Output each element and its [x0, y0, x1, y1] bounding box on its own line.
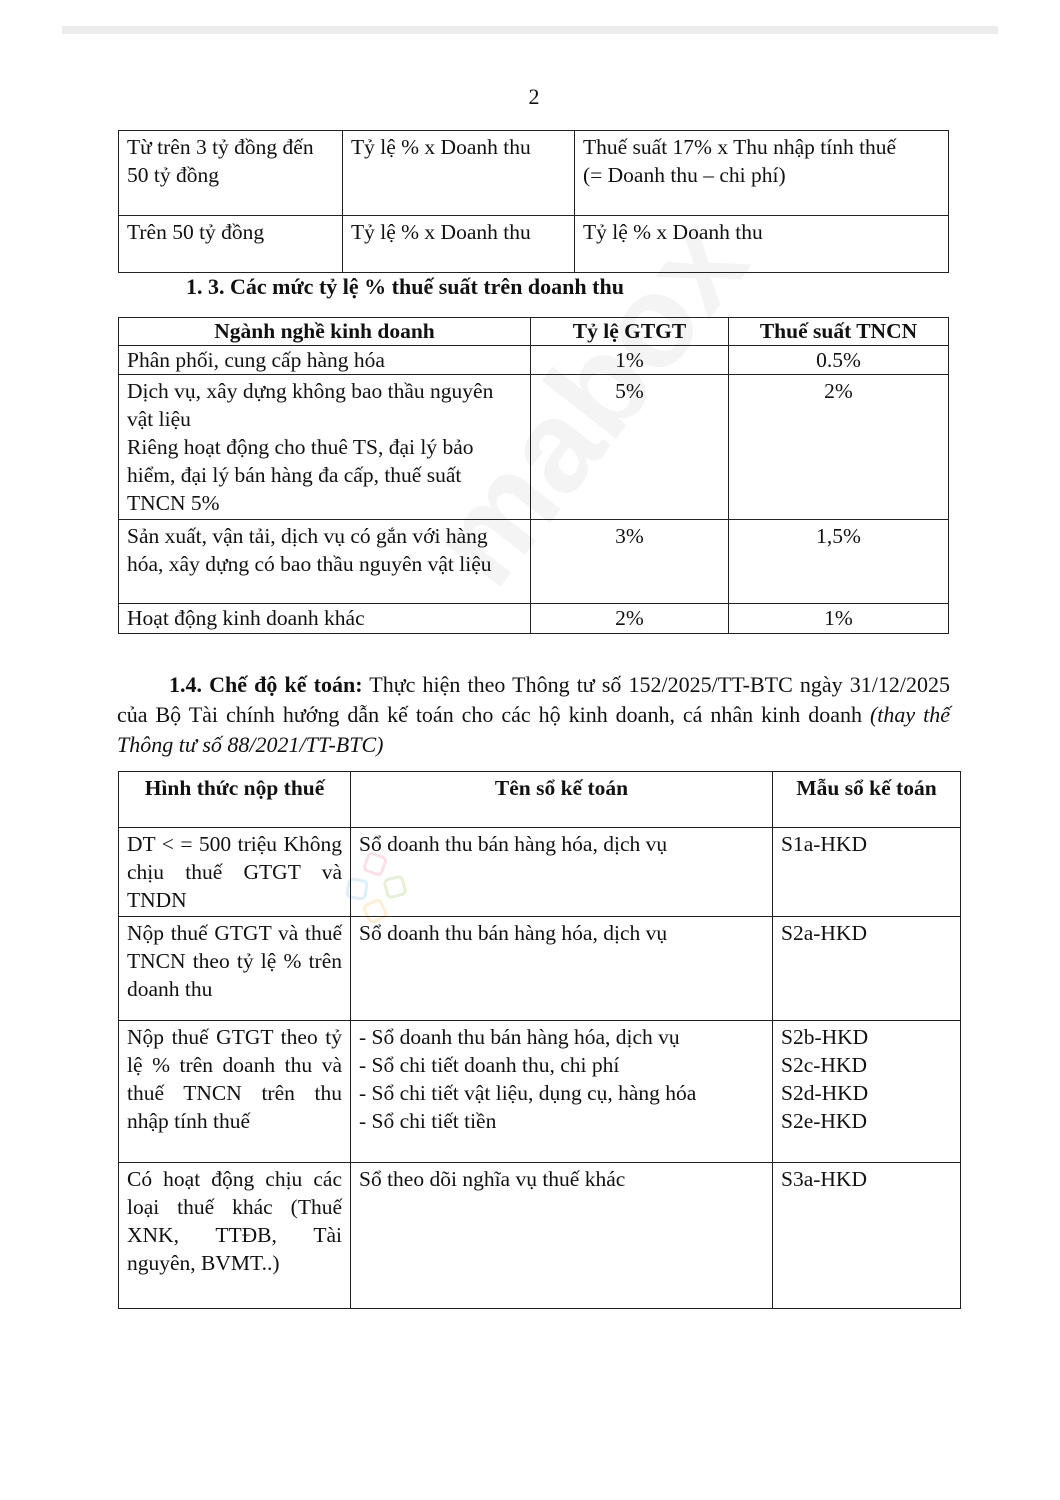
vat-method-cell: Tỷ lệ % x Doanh thu	[343, 216, 575, 273]
header-industry: Ngành nghề kinh doanh	[119, 318, 531, 346]
vat-method-cell: Tỷ lệ % x Doanh thu	[343, 131, 575, 216]
section-1-4-heading: 1.4. Chế độ kế toán:	[169, 672, 363, 697]
header-book-code: Mẫu sổ kế toán	[773, 772, 961, 828]
book-name-cell: Sổ doanh thu bán hàng hóa, dịch vụ	[351, 917, 773, 1021]
book-code-item: S2d-HKD	[781, 1081, 869, 1105]
tax-form-cell: DT < = 500 triệu Không chịu thuế GTGT và TNDN	[119, 828, 351, 917]
book-code-cell: S1a-HKD	[773, 828, 961, 917]
book-code-item: S2c-HKD	[781, 1053, 867, 1077]
section-1-4-note: (thay thế Thông tư số 88/2021/TT-BTC)	[117, 702, 950, 757]
industry-note: Riêng hoạt động cho thuê TS, đại lý bảo hiểm, đại lý bán hàng đa cấp, thuế suất TNCN 5%	[127, 435, 474, 515]
pit-method-text: Thuế suất 17% x Thu nhập tính thuế	[583, 135, 897, 159]
vat-rate-cell: 1%	[531, 346, 729, 375]
header-tax-form: Hình thức nộp thuế	[119, 772, 351, 828]
income-bracket-table	[118, 130, 949, 273]
pit-rate-cell: 1%	[729, 604, 949, 634]
pit-method-note: (= Doanh thu – chi phí)	[583, 163, 786, 187]
table-row	[119, 917, 961, 1021]
vat-rate-cell: 5%	[531, 375, 729, 520]
pit-method-cell	[575, 131, 949, 216]
top-scrollbar-strip	[62, 26, 998, 34]
table-row	[119, 216, 949, 273]
header-vat-rate: Tỷ lệ GTGT	[531, 318, 729, 346]
table-row	[119, 346, 949, 375]
pit-rate-cell: 0.5%	[729, 346, 949, 375]
header-book-name: Tên sổ kế toán	[351, 772, 773, 828]
book-code-cell: S3a-HKD	[773, 1163, 961, 1309]
book-name-item: - Sổ chi tiết tiền	[359, 1109, 497, 1133]
section-1-4-text: Thực hiện theo Thông tư số 152/2025/TT-BTC ngày 31/12/2025 của Bộ Tài chính hướng dẫn kế toán cho các hộ kinh doanh, cá nhân kinh doanh	[117, 672, 950, 727]
book-code-item: S2b-HKD	[781, 1025, 869, 1049]
industry-cell	[119, 375, 531, 520]
header-pit-rate: Thuế suất TNCN	[729, 318, 949, 346]
table-row	[119, 828, 961, 917]
book-name-cell: Sổ theo dõi nghĩa vụ thuế khác	[351, 1163, 773, 1309]
book-code-cell	[773, 1021, 961, 1163]
table-row	[119, 604, 949, 634]
page-number: 2	[528, 84, 540, 109]
table-row	[119, 375, 949, 520]
book-name-item: - Sổ chi tiết doanh thu, chi phí	[359, 1053, 620, 1077]
table-header-row	[119, 772, 961, 828]
table-row	[119, 520, 949, 604]
section-1-4-paragraph	[117, 670, 950, 760]
section-heading-1-3: 1. 3. Các mức tỷ lệ % thuế suất trên doanh thu	[186, 274, 624, 299]
industry-cell: Phân phối, cung cấp hàng hóa	[119, 346, 531, 375]
vat-rate-cell: 2%	[531, 604, 729, 634]
industry-cell: Sản xuất, vận tải, dịch vụ có gắn với hàng hóa, xây dựng có bao thầu nguyên vật liệu	[119, 520, 531, 604]
tax-form-cell: Nộp thuế GTGT và thuế TNCN theo tỷ lệ % trên doanh thu	[119, 917, 351, 1021]
book-name-item: - Sổ doanh thu bán hàng hóa, dịch vụ	[359, 1025, 680, 1049]
tax-form-cell: Nộp thuế GTGT theo tỷ lệ % trên doanh thu và thuế TNCN trên thu nhập tính thuế	[119, 1021, 351, 1163]
vat-rate-cell: 3%	[531, 520, 729, 604]
bracket-cell: Trên 50 tỷ đồng	[119, 216, 343, 273]
book-name-cell	[351, 1021, 773, 1163]
tax-form-cell: Có hoạt động chịu các loại thuế khác (Thuế XNK, TTĐB, Tài nguyên, BVMT..)	[119, 1163, 351, 1309]
book-name-item: - Sổ chi tiết vật liệu, dụng cụ, hàng hóa	[359, 1081, 697, 1105]
industry-text: Dịch vụ, xây dựng không bao thầu nguyên vật liệu	[127, 379, 494, 431]
tax-rate-table	[118, 317, 949, 634]
book-code-cell: S2a-HKD	[773, 917, 961, 1021]
table-row	[119, 1163, 961, 1309]
industry-cell: Hoạt động kinh doanh khác	[119, 604, 531, 634]
bracket-cell: Từ trên 3 tỷ đồng đến 50 tỷ đồng	[119, 131, 343, 216]
table-header-row	[119, 318, 949, 346]
pit-rate-cell: 1,5%	[729, 520, 949, 604]
table-row	[119, 131, 949, 216]
pit-rate-cell: 2%	[729, 375, 949, 520]
book-code-item: S2e-HKD	[781, 1109, 867, 1133]
pit-method-cell: Tỷ lệ % x Doanh thu	[575, 216, 949, 273]
accounting-book-table	[118, 771, 961, 1309]
book-name-cell: Sổ doanh thu bán hàng hóa, dịch vụ	[351, 828, 773, 917]
table-row	[119, 1021, 961, 1163]
